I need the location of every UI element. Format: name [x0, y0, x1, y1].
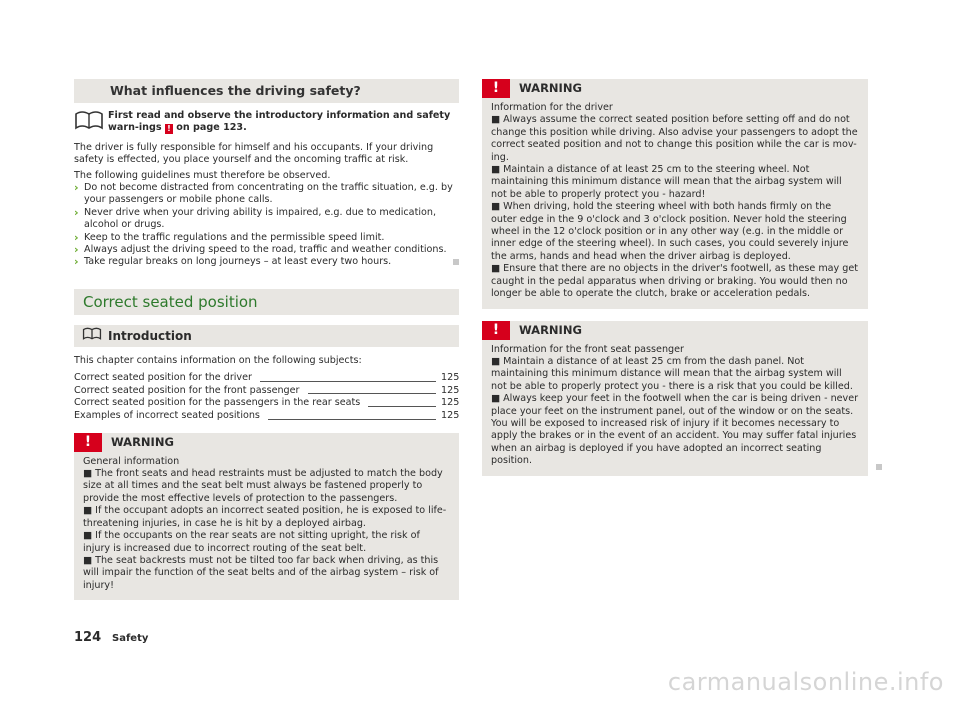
- toc-row[interactable]: [74, 410, 459, 423]
- warning-line: ■ Always keep your feet in the footwell when the car is being driven - never place your feet on the instrument panel, out of the window or on the seats. You will be exposed to increased risk of injury if it becomes necessary to apply the brakes or in the event of an accident. You may suffer fatal injuries when an airbag is deployed if you have adopted an incorrect seating position.: [491, 393, 859, 467]
- chapter-title: Correct seated position: [74, 289, 459, 315]
- toc-row[interactable]: [74, 372, 459, 385]
- warning-header: [482, 79, 868, 98]
- toc-row[interactable]: [74, 385, 459, 398]
- warning-line: ■ The front seats and head restraints must be adjusted to match the body size at all times and the seat belt must always be fastened properly to provide the most effective levels of protection to the passengers.: [83, 468, 443, 504]
- warning-box: [74, 433, 459, 600]
- toc-page: 125: [441, 410, 460, 422]
- paragraph: The following guidelines must therefore be observed.: [74, 169, 331, 181]
- intro-heading: [74, 325, 459, 347]
- warning-line: ■ If the occupant adopts an incorrect seated position, he is exposed to life-threatening injuries, in case he is hit by a deployed airbag.: [83, 505, 447, 529]
- toc-leader: [368, 406, 436, 407]
- warning-line: ■ Always assume the correct seated position before setting off and do not change this position while driving. Also advise your passengers to adopt the correct seated position and not to change this position while the car is mov-ing.: [491, 114, 858, 163]
- toc-label: Correct seated position for the passengers in the rear seats: [74, 397, 361, 409]
- list-item-text: Always adjust the driving speed to the road, traffic and weather conditions.: [84, 244, 447, 256]
- list-item-text: Never drive when your driving ability is impaired, e.g. due to medication, alcohol or drugs.: [84, 206, 436, 231]
- left-column: [74, 79, 459, 600]
- chevron-right-icon: ›: [74, 230, 79, 244]
- warning-icon: !: [482, 321, 510, 340]
- right-column: [482, 79, 868, 476]
- reference-note: [74, 110, 459, 135]
- list-item: [74, 207, 459, 232]
- warning-body: [74, 452, 459, 600]
- warning-line: General information: [83, 455, 180, 467]
- warning-title: WARNING: [519, 81, 582, 95]
- list-item-text: Do not become distracted from concentrating on the traffic situation, e.g. by your passengers or mobile phone calls.: [84, 182, 453, 206]
- warning-box: [482, 79, 868, 309]
- warning-icon: !: [165, 124, 173, 134]
- toc-page: 125: [441, 384, 460, 396]
- warning-line: ■ When driving, hold the steering wheel with both hands firmly on the outer edge in the 9 o'clock and 3 o'clock position. Never hold the steering wheel in the 12 o'clock position or in any other way (e.g. in the middle or inner edge of the steering wheel). In such cases, you could severely injure the arms, hands and head when the driver airbag is deployed.: [491, 201, 849, 262]
- warning-title: WARNING: [111, 434, 174, 449]
- toc-leader: [268, 419, 436, 420]
- intro-title: Introduction: [108, 328, 192, 343]
- chevron-right-icon: ›: [74, 255, 79, 269]
- book-icon: [74, 110, 108, 135]
- reference-text-b[interactable]: on page 123.: [176, 122, 247, 134]
- section-heading: What influences the driving safety?: [74, 79, 459, 103]
- paragraph: The driver is fully responsible for himself and his occupants. If your driving safety is effected, you place yourself and the oncoming traffic at risk.: [74, 141, 434, 166]
- toc-intro: This chapter contains information on the following subjects:: [74, 354, 362, 366]
- warning-header: [482, 321, 868, 340]
- warning-line: Information for the front seat passenger: [491, 343, 684, 355]
- warning-line: ■ Maintain a distance of at least 25 cm from the dash panel. Not maintaining this minimum distance will mean that the airbag system will not be able to properly protect you - there is a risk that you could be killed.: [491, 355, 853, 392]
- chevron-right-icon: ›: [74, 205, 79, 219]
- warning-line: ■ If the occupants on the rear seats are not sitting upright, the risk of injury is increased due to incorrect routing of the seat belt.: [83, 530, 420, 554]
- end-marker: [876, 464, 882, 470]
- toc-list: [74, 372, 459, 422]
- footer-section: Safety: [112, 633, 149, 644]
- chevron-right-icon: ›: [74, 181, 79, 195]
- warning-line: ■ The seat backrests must not be tilted too far back when driving, as this will impair the function of the seat belts and of the airbag system – risk of injury!: [83, 554, 439, 591]
- page-number: 124: [74, 630, 102, 645]
- toc-page: 125: [441, 397, 460, 409]
- toc-page: 125: [441, 372, 460, 384]
- list-item: [74, 244, 459, 256]
- toc-label: Correct seated position for the front passenger: [74, 384, 300, 396]
- watermark: carmanualsonline.info: [667, 668, 944, 696]
- warning-box: [482, 321, 868, 476]
- warning-icon: !: [482, 79, 510, 98]
- reference-text-a: First read and observe the introductory information and safety warn-ings: [108, 110, 451, 134]
- reference-text: [108, 110, 459, 135]
- page-footer: [74, 630, 148, 645]
- list-item: [74, 182, 459, 207]
- warning-body: [482, 98, 868, 309]
- book-icon: [82, 325, 108, 347]
- warning-line: ■ Maintain a distance of at least 25 cm to the steering wheel. Not maintaining this minimum distance will mean that the airbag system will not be able to properly protect you - hazard!: [491, 164, 842, 200]
- list-item: [74, 232, 459, 244]
- end-marker: [453, 259, 459, 265]
- toc-leader: [308, 393, 437, 394]
- list-item: [74, 256, 459, 268]
- warning-line: ■ Ensure that there are no objects in the driver's footwell, as these may get caught in the pedal apparatus when driving or braking. You would then no longer be able to operate the clutch, brake or acceleration pedals.: [491, 263, 859, 300]
- warning-title: WARNING: [519, 322, 582, 337]
- chevron-right-icon: ›: [74, 243, 79, 257]
- list-item-text: Take regular breaks on long journeys – at least every two hours.: [84, 256, 392, 268]
- toc-row[interactable]: [74, 397, 459, 410]
- warning-line: Information for the driver: [491, 102, 613, 113]
- toc-leader: [260, 381, 436, 382]
- warning-icon: !: [74, 433, 102, 452]
- toc-label: Examples of incorrect seated positions: [74, 410, 260, 422]
- guideline-list: [74, 182, 459, 269]
- warning-body: [482, 340, 868, 476]
- toc-label: Correct seated position for the driver: [74, 372, 252, 384]
- warning-header: [74, 433, 459, 452]
- list-item-text: Keep to the traffic regulations and the permissible speed limit.: [84, 231, 385, 243]
